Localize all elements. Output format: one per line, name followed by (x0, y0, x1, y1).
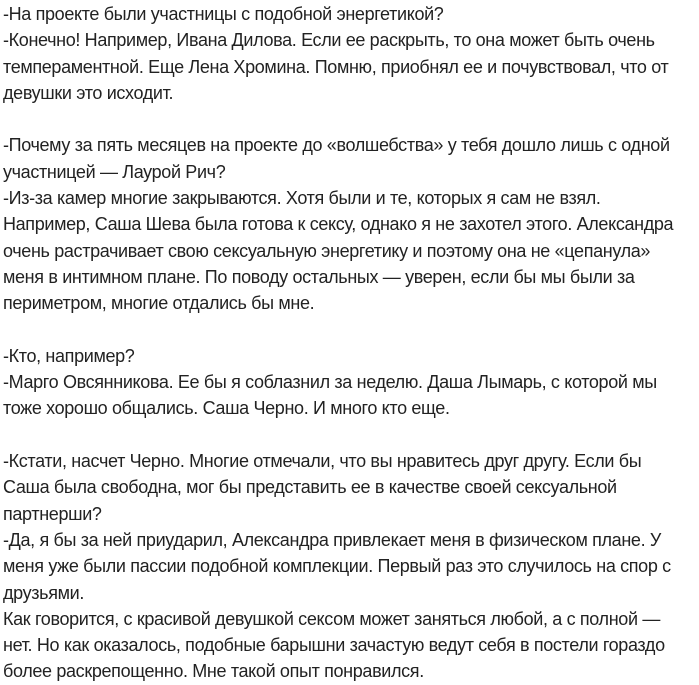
text-line: -Кстати, насчет Черно. Многие отмечали, что вы нравитесь друг другу. Если бы (3, 451, 642, 472)
text-line: очень растрачивает свою сексуальную энергетику и поэтому она не «цепанула» (3, 240, 651, 261)
text-line: Например, Саша Шева была готова к сексу, однако я не захотел этого. Александра (3, 214, 674, 235)
interview-text (3, 1, 697, 685)
text-line: девушки это исходит. (3, 82, 174, 103)
paragraph (3, 343, 697, 422)
text-line: -Конечно! Например, Ивана Дилова. Если ее раскрыть, то она может быть очень (3, 30, 655, 51)
text-line: нет. Но как оказалось, подобные барышни зачастую ведут себя в постели гораздо (3, 635, 665, 656)
text-line: -Кто, например? (3, 345, 135, 366)
text-line: участницей — Лаурой Рич? (3, 161, 226, 182)
paragraph (3, 132, 697, 316)
paragraph-gap (3, 106, 697, 132)
text-line: меня уже были пассии подобной комплекции. Первый раз это случилось на спор с (3, 556, 671, 577)
paragraph-gap (3, 422, 697, 448)
text-line: тоже хорошо общались. Саша Черно. И много кто еще. (3, 398, 450, 419)
paragraph (3, 1, 697, 106)
paragraph (3, 448, 697, 685)
text-line: -Марго Овсянникова. Ее бы я соблазнил за неделю. Даша Лымарь, с которой мы (3, 372, 657, 393)
text-line: Саша была свободна, мог бы представить ее в качестве своей сексуальной (3, 477, 617, 498)
text-line: -Из-за камер многие закрываются. Хотя были и те, которых я сам не взял. (3, 188, 601, 209)
text-line: темпераментной. Еще Лена Хромина. Помню, приобнял ее и почувствовал, что от (3, 56, 669, 77)
text-line: -На проекте были участницы с подобной энергетикой? (3, 4, 444, 24)
text-line: -Почему за пять месяцев на проекте до «волшебства» у тебя дошло лишь с одной (3, 135, 670, 156)
text-line: более раскрепощенно. Мне такой опыт понравился. (3, 661, 424, 682)
text-line: Как говорится, с красивой девушкой сексом может заняться любой, а с полной — (3, 608, 660, 629)
text-line: друзьями. (3, 582, 84, 603)
text-line: -Да, я бы за ней приударил, Александра привлекает меня в физическом плане. У (3, 529, 661, 550)
text-line: периметром, многие отдались бы мне. (3, 293, 315, 314)
text-line: меня в интимном плане. По поводу остальных — уверен, если бы мы были за (3, 266, 635, 287)
text-line: партнерши? (3, 503, 102, 524)
paragraph-gap (3, 317, 697, 343)
